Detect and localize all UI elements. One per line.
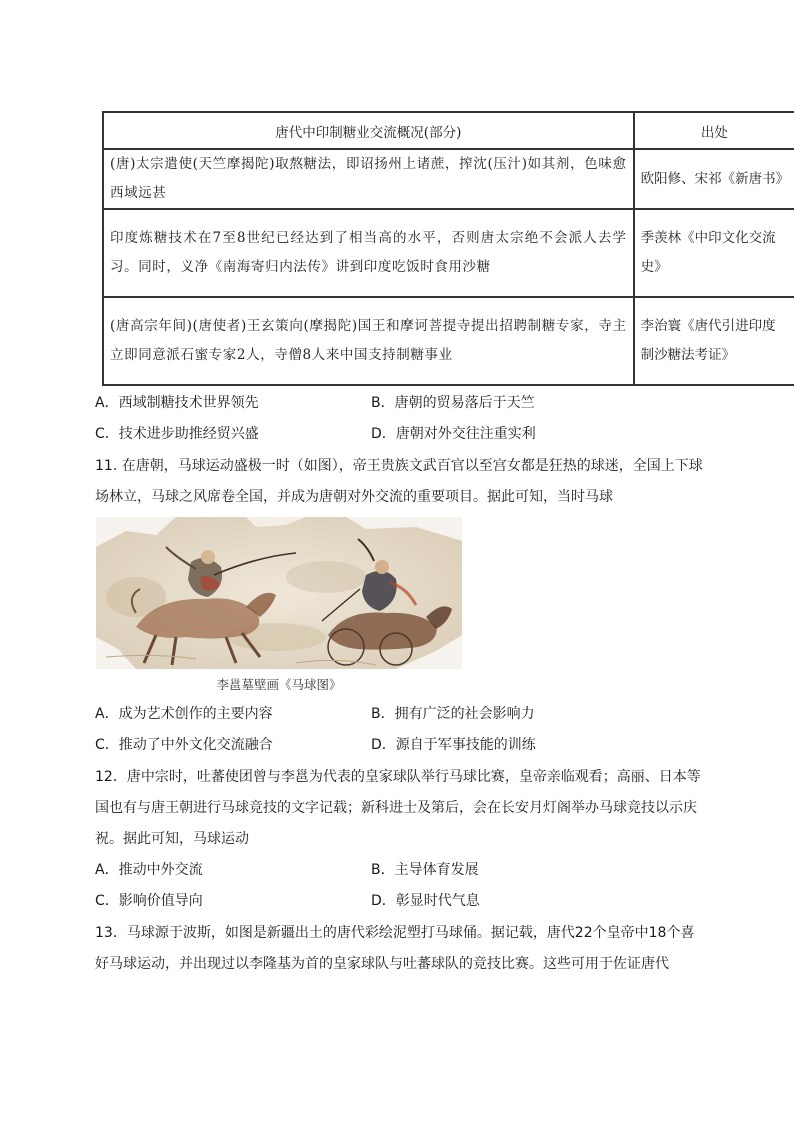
q12-stem-line-1: 12．唐中宗时，吐蕃使团曾与李邕为代表的皇家球队举行马球比赛，皇帝亲临观看；高丽、日本等 [95,769,701,785]
q10-option-b[interactable]: B．唐朝的贸易落后于天竺 [371,395,535,411]
q12-stem-line-2: 国也有与唐王朝进行马球竞技的文字记载；新科进士及第后，会在长安月灯阁举办马球竞技以示庆 [95,800,697,816]
q13-stem-line-1: 13．马球源于波斯，如图是新疆出土的唐代彩绘泥塑打马球俑。据记载，唐代22个皇帝中18个喜 [95,925,695,941]
q10-option-a[interactable]: A．西域制糖技术世界领先 [95,395,259,411]
table-header-row [103,112,794,149]
polo-mural-image [96,517,462,669]
q11-option-d[interactable]: D．源自于军事技能的训练 [371,737,536,753]
q12-option-b[interactable]: B．主导体育发展 [371,862,479,878]
table-row [103,149,794,209]
q10-option-c[interactable]: C．技术进步助推经贸兴盛 [95,426,259,442]
q11-option-c[interactable]: C．推动了中外文化交流融合 [95,737,273,753]
table-row [103,297,794,385]
table-cell-source: 欧阳修、宋祁《新唐书》 [634,149,794,209]
table-cell-source: 李治寰《唐代引进印度制沙糖法考证》 [634,297,794,385]
table-header-main: 唐代中印制糖业交流概况(部分) [103,112,634,149]
q13-stem-line-2: 好马球运动，并出现过以李隆基为首的皇家球队与吐蕃球队的竞技比赛。这些可用于佐证唐代 [95,956,669,972]
q12-option-c[interactable]: C．影响价值导向 [95,893,203,909]
table-cell-main: (唐高宗年间)(唐使者)王玄策向(摩揭陀)国王和摩诃菩提寺提出招聘制糖专家，寺主立即同意派石蜜专家2人，寺僧8人来中国支持制糖事业 [103,297,634,385]
q12-stem-line-3: 祝。据此可知，马球运动 [95,831,249,847]
q10-option-d[interactable]: D．唐朝对外交往注重实利 [371,426,536,442]
table-cell-main: (唐)太宗遣使(天竺摩揭陀)取熬糖法，即诏扬州上诸蔗，搾沈(压汁)如其剂，色味愈西域远甚 [103,149,634,209]
q11-stem-line-1: 11. 在唐朝，马球运动盛极一时（如图），帝王贵族文武百官以至宫女都是狂热的球迷，全国上下球 [95,458,703,474]
table-header-source: 出处 [634,112,794,149]
q11-option-b[interactable]: B．拥有广泛的社会影响力 [371,706,535,722]
image-caption: 李邕墓壁画《马球图》 [216,677,342,692]
source-table [102,111,794,386]
table-cell-source: 季羡林《中印文化交流史》 [634,209,794,297]
q12-option-a[interactable]: A．推动中外交流 [95,862,203,878]
q12-option-d[interactable]: D．彰显时代气息 [371,893,480,909]
table-cell-main: 印度炼糖技术在7至8世纪已经达到了相当高的水平，否则唐太宗绝不会派人去学习。同时，义净《南海寄归内法传》讲到印度吃饭时食用沙糖 [103,209,634,297]
q11-stem-line-2: 场林立，马球之风席卷全国，并成为唐朝对外交流的重要项目。据此可知，当时马球 [95,489,613,505]
table-row [103,209,794,297]
q11-option-a[interactable]: A．成为艺术创作的主要内容 [95,706,273,722]
